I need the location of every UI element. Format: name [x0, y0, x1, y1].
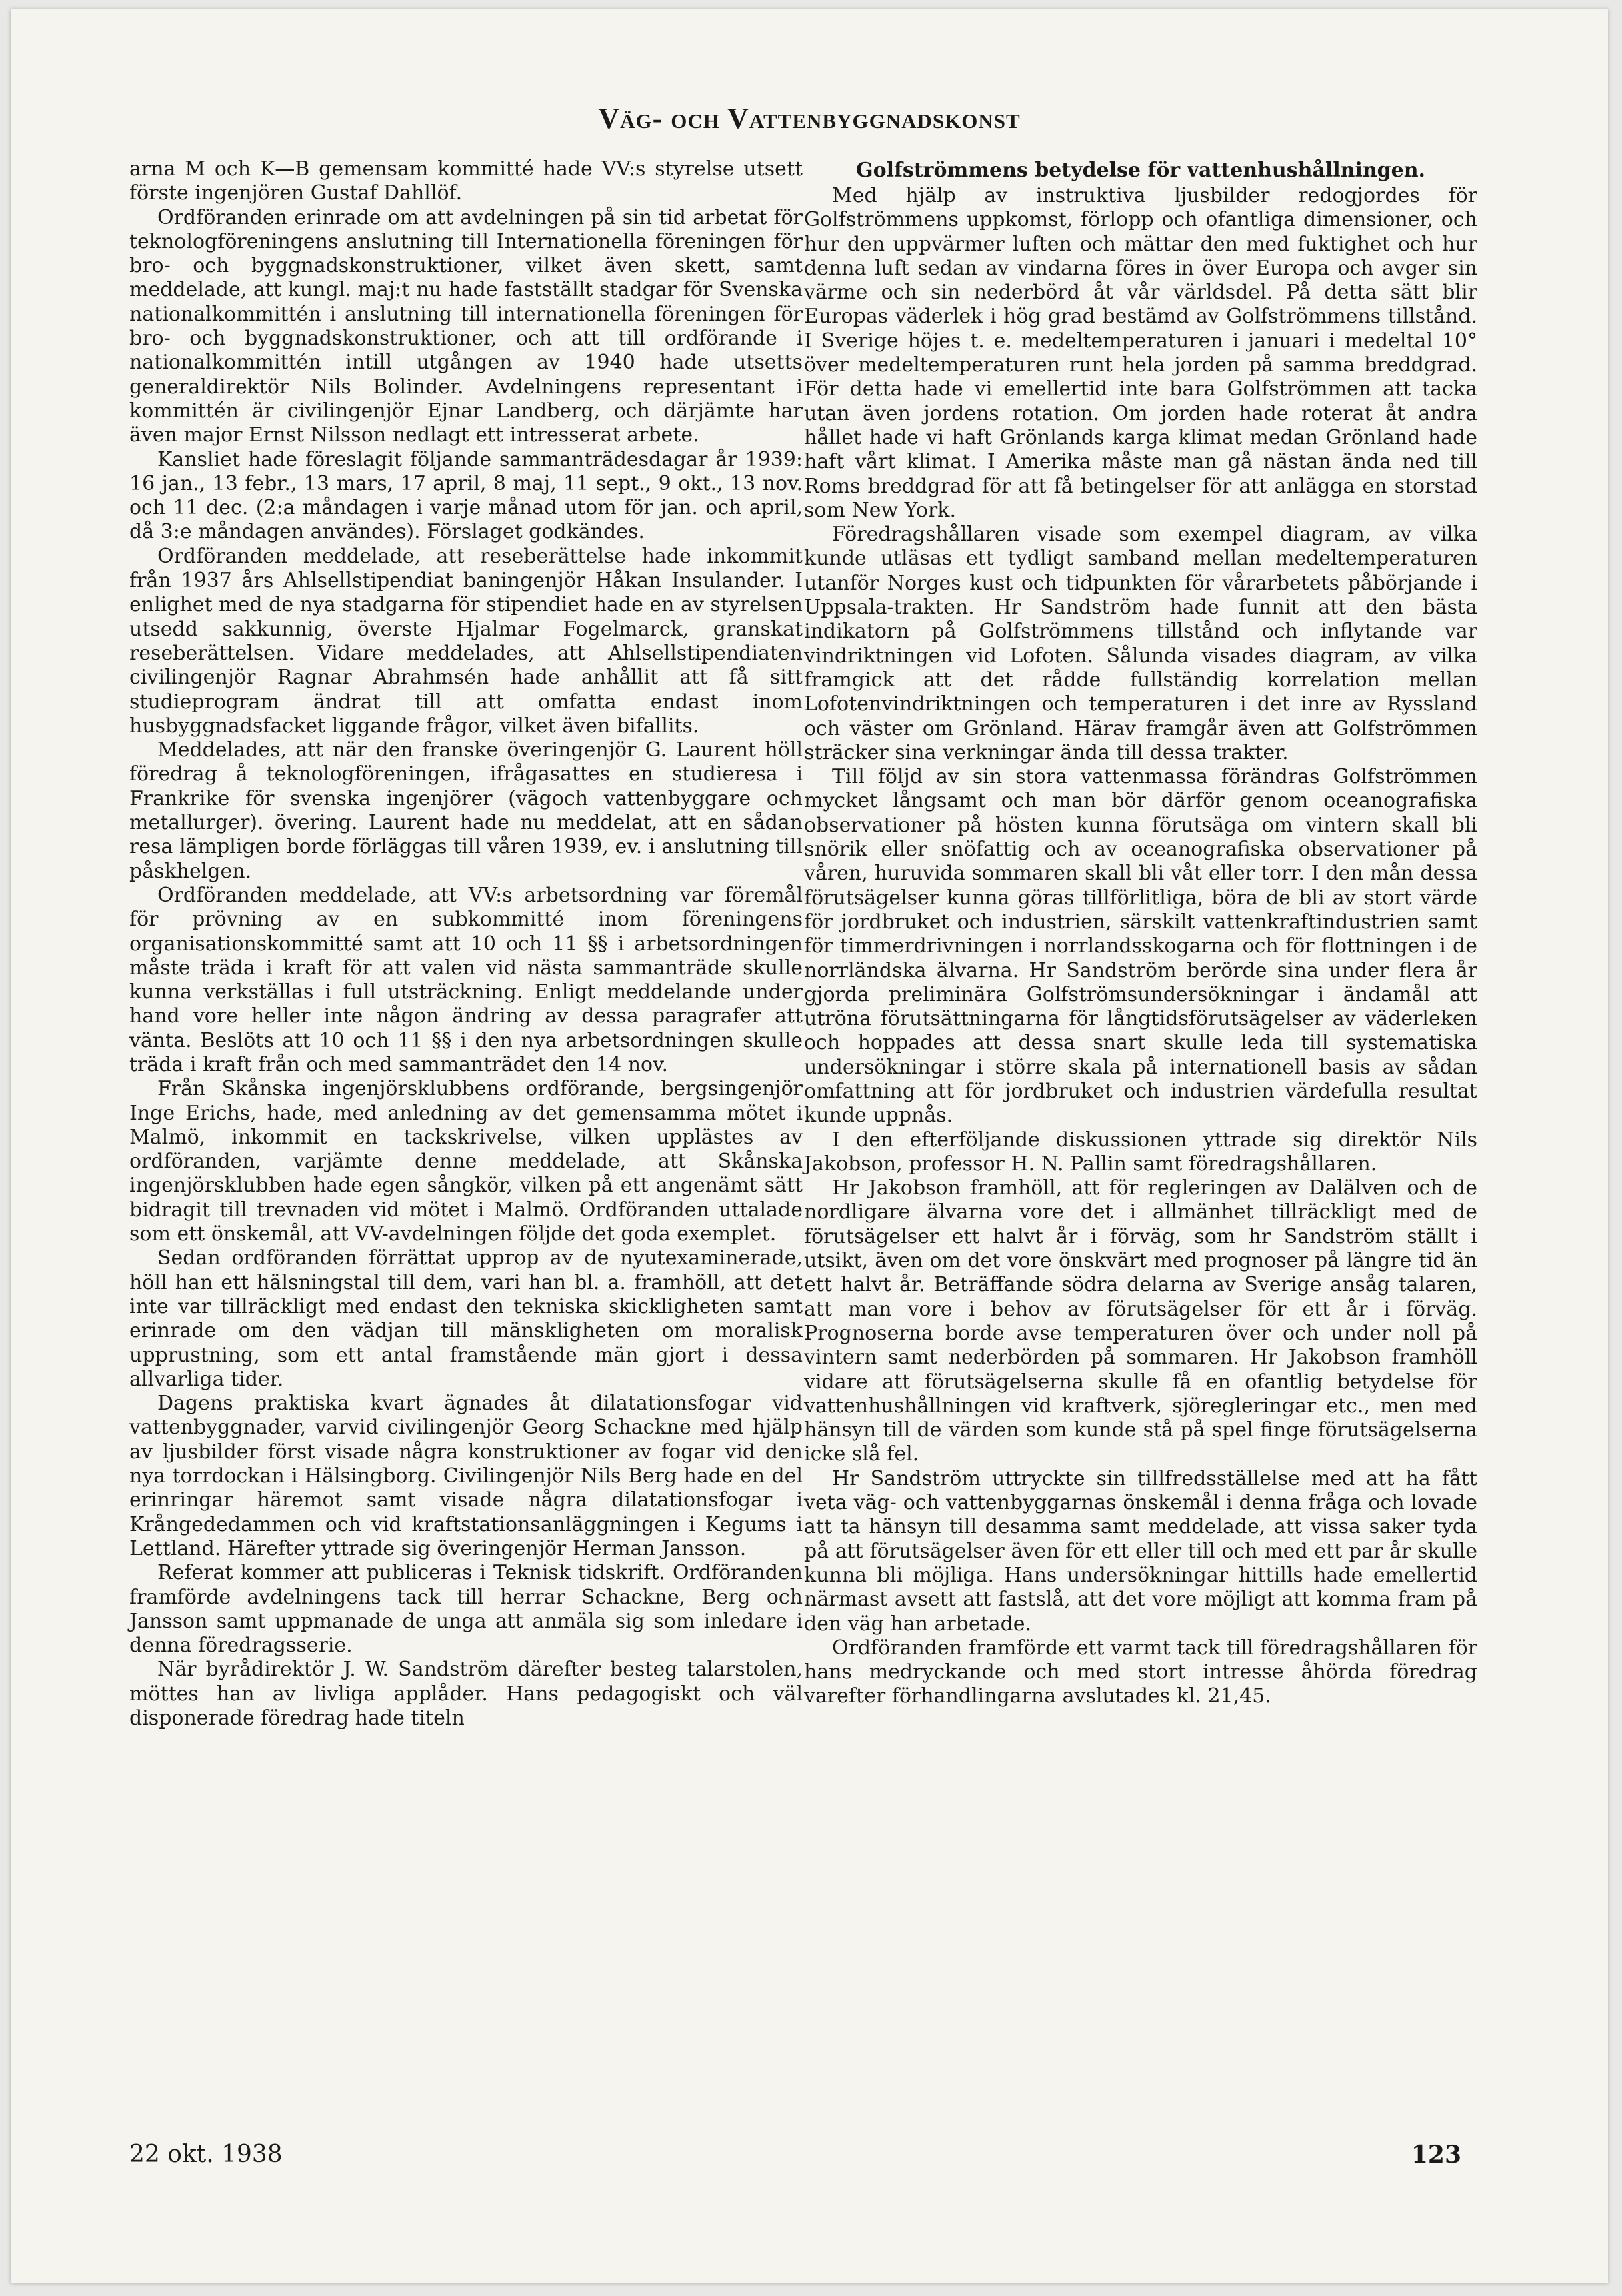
paragraph: I den efterföljande diskussionen yttrade sig direktör Nils Jakobson, professor H. N. Pallin samt föredragshållaren.: [804, 1128, 1477, 1176]
paragraph: Ordföranden framförde ett varmt tack till föredragshållaren för hans medryckande och med stort intresse åhörda föredrag varefter förhandlingarna avslutades kl. 21,45.: [804, 1636, 1477, 1708]
paragraph: Dagens praktiska kvart ägnades åt dilatationsfogar vid vattenbyggnader, varvid civilingenjör Georg Schackne med hjälp av ljusbilder först visade några konstruktioner av fogar vid den nya torrdockan i Hälsingborg. Civilingenjör Nils Berg hade en del erinringar häremot samt visade några dilatationsfogar i Krångededammen och vid kraftstationsanläggningen i Kegums i Lettland. Härefter yttrade sig överingenjör Herman Jansson.: [129, 1392, 803, 1560]
paragraph: Föredragshållaren visade som exempel diagram, av vilka kunde utläsas ett tydligt samband mellan medeltemperaturen utanför Norges kust och tidpunkten för vårarbetets påbörjande i Uppsala-trakten. Hr Sandström hade funnit att den bästa indikatorn på Golfströmmens tillstånd och inflytande var vindriktningen vid Lofoten. Sålunda visades diagram, av vilka framgick att det rådde fullständig korrelation mellan Lofotenvindriktningen och temperaturen i det inre av Ryssland och väster om Grönland. Härav framgår även att Golfströmmen sträcker sina verkningar ända till dessa trakter.: [804, 523, 1477, 764]
paragraph: Med hjälp av instruktiva ljusbilder redogjordes för Golfströmmens uppkomst, förlopp och ofantliga dimensioner, och hur den uppvärmer luften och mättar den med fuktighet och hur denna luft sedan av vindarna föres in över Europa och avger sin värme och sin nederbörd åt vår världsdel. På detta sätt blir Europas väderlek i hög grad bestämd av Golfströmmens tillstånd. I Sverige höjes t. e. medeltemperaturen i januari i medeltal 10° över medeltemperaturen runt hela jorden på samma breddgrad. För detta hade vi emellertid inte bara Golfströmmen att tacka utan även jordens rotation. Om jorden hade roterat åt andra hållet hade vi haft Grönlands karga klimat medan Grönland hade haft vårt klimat. I Amerika måste man gå nästan ända ned till Roms breddgrad för att få betingelser för att anlägga en storstad som New York.: [804, 184, 1477, 522]
paragraph: arna M och K—B gemensam kommitté hade VV:s styrelse utsett förste ingenjören Gustaf Dahllöf.: [129, 157, 803, 205]
section-heading: Golfströmmens betydelse för vattenhushållningen.: [856, 159, 1425, 182]
paragraph: När byrådirektör J. W. Sandström därefter besteg talarstolen, möttes han av livliga applåder. Hans pedagogiskt och väl disponerade föredrag hade titeln: [129, 1658, 803, 1730]
paragraph: Ordföranden meddelade, att VV:s arbetsordning var föremål för prövning av en subkommitté inom föreningens organisationskommitté samt att 10 och 11 §§ i arbetsordningen måste träda i kraft för att valen vid nästa sammanträde skulle kunna verkställas i full utsträckning. Enligt meddelande under hand vore heller inte någon ändring av dessa paragrafer att vänta. Beslöts att 10 och 11 §§ i den nya arbetsordningen skulle träda i kraft från och med sammanträdet den 14 nov.: [129, 883, 803, 1076]
running-header: Väg- och Vattenbyggnadskonst: [598, 102, 1021, 135]
paragraph: Från Skånska ingenjörsklubbens ordförande, bergsingenjör Inge Erichs, hade, med anledning av det gemensamma mötet i Malmö, inkommit en tackskrivelse, vilken upplästes av ordföranden, varjämte denne meddelade, att Skånska ingenjörsklubben hade egen sångkör, vilken på ett angenämt sätt bidragit till trevnaden vid mötet i Malmö. Ordföranden uttalade som ett önskemål, att VV-avdelningen följde det goda exemplet.: [129, 1077, 803, 1246]
paragraph: Kansliet hade föreslagit följande sammanträdesdagar år 1939: 16 jan., 13 febr., 13 mars, 17 april, 8 maj, 11 sept., 9 okt., 13 nov. och 11 dec. (2:a måndagen i varje månad utom för jan. och april, då 3:e måndagen användes). Förslaget godkändes.: [129, 447, 803, 544]
paragraph: Sedan ordföranden förrättat upprop av de nyutexaminerade, höll han ett hälsningstal till dem, vari han bl. a. framhöll, att det inte var tillräckligt med endast den tekniska skickligheten samt erinrade om den vädjan till mänskligheten om moralisk upprustning, som ett antal framstående män gjort i dessa allvarliga tider.: [129, 1246, 803, 1391]
paragraph: Hr Jakobson framhöll, att för regleringen av Dalälven och de nordligare älvarna vore det i allmänhet tillräckligt med de förutsägelser ett halvt år i förväg, som hr Sandström ställt i utsikt, även om det vore önskvärt med prognoser på längre tid än ett halvt år. Beträffande södra delarna av Sverige ansåg talaren, att man vore i behov av förutsägelser för ett år i förväg. Prognoserna borde avse temperaturen över och under noll på vintern samt nederbörden på sommaren. Hr Jakobson framhöll vidare att förutsägelserna skulle få en ofantlig betydelse för vattenhushållningen vid kraftverk, sjöregleringar etc., men med hänsyn till de värden som kunde stå på spel finge förutsägelserna icke slå fel.: [804, 1176, 1477, 1466]
document-page: [11, 9, 1608, 2283]
right-column: [804, 157, 1477, 1709]
paragraph: Meddelades, att när den franske överingenjör G. Laurent höll föredrag å teknologföreningen, ifrågasattes en studieresa i Frankrike för svenska ingenjörer (vägoch vattenbyggare och metallurger). övering. Laurent hade nu meddelat, att en sådan resa lämpligen borde förläggas till våren 1939, ev. i anslutning till påskhelgen.: [129, 738, 803, 883]
paragraph: Ordföranden erinrade om att avdelningen på sin tid arbetat för teknologföreningens anslutning till Internationella föreningen för bro- och byggnadskonstruktioner, vilket även skett, samt meddelade, att kungl. maj:t nu hade fastställt stadgar för Svenska nationalkommittén i anslutning till internationella föreningen för bro- och byggnadskonstruktioner, och att till ordförande i nationalkommittén intill utgången av 1940 hade utsetts generaldirektör Nils Bolinder. Avdelningens representant i kommittén är civilingenjör Ejnar Landberg, och därjämte har även major Ernst Nilsson nedlagt ett intresserat arbete.: [129, 205, 803, 447]
page-number: 123: [1411, 2141, 1461, 2169]
paragraph: Ordföranden meddelade, att reseberättelse hade inkommit från 1937 års Ahlsellstipendiat baningenjör Håkan Insulander. I enlighet med de nya stadgarna för stipendiet hade en av styrelsen utsedd sakkunnig, överste Hjalmar Fogelmarck, granskat reseberättelsen. Vidare meddelades, att Ahlsellstipendiaten civilingenjör Ragnar Abrahmsén hade anhållit att få sitt studieprogram ändrat till att omfatta endast inom husbyggnadsfacket liggande frågor, vilket även bifallits.: [129, 544, 803, 738]
left-column: [129, 157, 803, 1731]
paragraph: Hr Sandström uttryckte sin tillfredsställelse med att ha fått veta väg- och vattenbyggarnas önskemål i denna fråga och lovade att ta hänsyn till desamma samt meddelade, att vissa saker tyda på att förutsägelser även för ett eller till och med ett par år skulle kunna bli möjliga. Hans undersökningar hittills hade emellertid närmast avsett att fastslå, att det vore möjligt att komma fram på den väg han arbetade.: [804, 1466, 1477, 1636]
paragraph: Till följd av sin stora vattenmassa förändras Golfströmmen mycket långsamt och man bör därför genom oceanografiska observationer på hösten kunna förutsäga om vintern skall bli snörik eller snöfattig och av oceanografiska observationer på våren, huruvida sommaren skall bli våt eller torr. I den mån dessa förutsägelser kunna göras tillförlitliga, böra de bli av stort värde för jordbruket och industrien, särskilt vattenkraftindustrien samt för timmerdrivningen i norrlandsskogarna och för flottningen i de norrländska älvarna. Hr Sandström berörde sina under flera år gjorda preliminära Golfströmsundersökningar i ändamål att utröna förutsättningarna för långtidsförutsägelser av väderleken och hoppades att dessa snart skulle leda till systematiska undersökningar i större skala på internationell basis av sådan omfattning att för jordbruket och industrien värdefulla resultat kunde uppnås.: [804, 765, 1477, 1128]
issue-date: 22 okt. 1938: [129, 2141, 283, 2168]
paragraph: Referat kommer att publiceras i Teknisk tidskrift. Ordföranden framförde avdelningens tack till herrar Schackne, Berg och Jansson samt uppmanade de unga att anmäla sig som inledare i denna föredragsserie.: [129, 1561, 803, 1658]
